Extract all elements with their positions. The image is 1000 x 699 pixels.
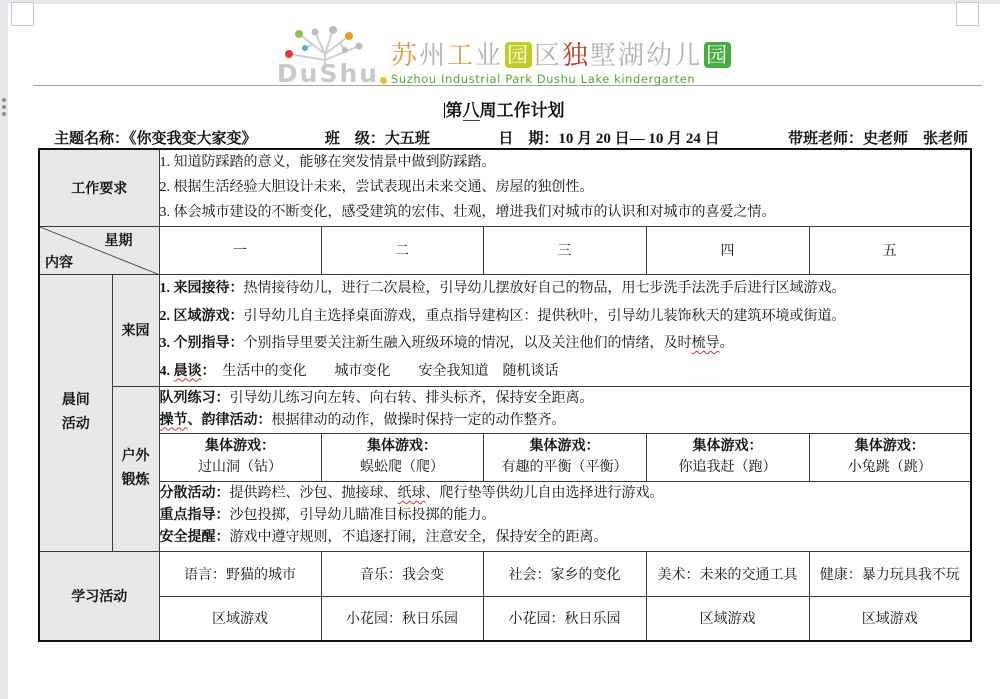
morning-activity-label: 晨间 活动 [39, 274, 112, 551]
document-page [8, 4, 1000, 699]
arrival-item: 1. 来园接待：热情接待幼儿，进行二次晨检，引导幼儿摆放好自己的物品，用七步洗手法洗手后进行区域游戏。 [159, 281, 846, 296]
logo-tree [275, 28, 385, 86]
org-name-char: 州 [418, 41, 447, 72]
outdoor-item: 重点指导：沙包投掷，引导幼儿瞄准目标投掷的能力。 [159, 508, 496, 523]
org-name-char: 湖 [618, 41, 647, 72]
day-header: 二 [321, 226, 483, 274]
brand-dot-icon [380, 77, 387, 84]
arrival-cell [159, 274, 971, 386]
plan-info-row [8, 124, 1000, 151]
org-name-chinese [391, 42, 733, 71]
page-title: 第八周工作计划 [445, 101, 565, 120]
org-name-english: Suzhou Industrial Park Dushu Lake kindergarten [390, 72, 696, 86]
weekly-plan-table [38, 148, 972, 642]
work-requirement-line: 2. 根据生活经验大胆设计未来，尝试表现出未来交通、房屋的独创性。 [159, 180, 594, 196]
class-field: 班 级：大五班 [324, 131, 430, 147]
group-game-cell: 集体游戏： 你追我赶（跑） [646, 433, 809, 481]
work-requirement-line: 3. 体会城市建设的不断变化，感受建筑的宏伟、壮观，增进我们对城市的认识和对城市的喜爱之情。 [159, 205, 776, 221]
learning-activity-label: 学习活动 [39, 551, 159, 641]
date-field: 日 期：10 月 20 日— 10 月 24 日 [498, 131, 720, 147]
group-game-cell: 集体游戏： 有趣的平衡（平衡） [483, 433, 646, 481]
table-row [39, 386, 971, 433]
content-label: 内容 [45, 255, 73, 271]
page-corner-mark [11, 2, 34, 26]
brand-wordmark: DuShu [276, 59, 380, 88]
org-name-char: 儿 [674, 41, 703, 72]
outdoor-bottom-cell [159, 481, 971, 551]
learning-cell: 小花园：秋日乐园 [483, 596, 646, 641]
learning-cell: 音乐：我会变 [321, 551, 483, 596]
org-name-char: 业 [474, 41, 503, 72]
outdoor-item: 分散活动：提供跨栏、沙包、抛接球、纸球、爬行垫等供幼儿自由选择进行游戏。 [159, 486, 664, 501]
week-label: 星期 [104, 233, 133, 249]
org-name-char: 区 [533, 41, 562, 72]
page-corner-mark [956, 2, 979, 26]
org-name-char: 墅 [590, 41, 619, 72]
learning-cell: 美术：未来的交通工具 [646, 551, 809, 596]
theme-field: 主题名称：《你变我变大家变》 [54, 131, 257, 147]
table-row [39, 149, 971, 226]
org-name-char: 苏 [390, 41, 419, 72]
learning-cell: 区域游戏 [159, 596, 321, 641]
table-row [39, 551, 971, 596]
group-game-cell: 集体游戏： 蜈蚣爬（爬） [321, 433, 483, 481]
learning-cell: 社会：家乡的变化 [483, 551, 646, 596]
learning-cell: 小花园：秋日乐园 [321, 596, 483, 641]
org-name-char: 工 [446, 41, 475, 72]
work-requirements-label: 工作要求 [39, 149, 159, 226]
learning-cell: 区域游戏 [646, 596, 809, 641]
table-row [39, 481, 971, 551]
group-game-cell: 集体游戏： 过山洞（钻） [159, 433, 321, 481]
arrival-item: 4. 晨谈： 生活中的变化 城市变化 安全我知道 随机谈话 [159, 363, 559, 379]
day-header: 三 [483, 226, 646, 274]
panel-drag-handle[interactable] [1, 95, 7, 119]
org-name-char: 园 [506, 43, 530, 68]
outdoor-item: 队列练习：引导幼儿练习向左转、向右转、排头标齐，保持安全距离。 [159, 390, 594, 406]
arrival-label: 来园 [112, 274, 159, 386]
work-requirement-line: 1. 知道防踩踏的意义，能够在突发情景中做到防踩踏。 [159, 155, 496, 171]
outdoor-item: 操节、韵律活动：根据律动的动作，做操时保持一定的动作整齐。 [159, 412, 566, 428]
arrival-item: 2. 区域游戏：引导幼儿自主选择桌面游戏，重点指导建构区：提供秋叶，引导幼儿装饰秋天的建筑环境或街道。 [159, 308, 846, 324]
table-row [39, 226, 971, 274]
org-name-char: 园 [706, 43, 730, 68]
table-row [39, 433, 971, 481]
work-requirements-cell [159, 149, 971, 226]
day-header: 五 [809, 226, 971, 274]
day-header: 四 [646, 226, 809, 274]
week-content-diagonal-cell [39, 226, 159, 274]
learning-cell: 区域游戏 [809, 596, 971, 641]
table-row [39, 596, 971, 641]
org-name-char: 幼 [646, 41, 675, 72]
day-header: 一 [159, 226, 321, 274]
kindergarten-logo [8, 28, 1000, 86]
arrival-item: 3. 个别指导：个别指导里要关注新生融入班级环境的情况，以及关注他们的情绪，及时梳导。 [159, 336, 734, 351]
outdoor-exercise-label: 户外 锻炼 [112, 386, 159, 551]
group-game-cell: 集体游戏： 小兔跳（跳） [809, 433, 971, 481]
outdoor-item: 安全提醒：游戏中遵守规则，不追逐打闹，注意安全，保持安全的距离。 [159, 530, 608, 545]
teacher-field: 带班老师：史老师 张老师 [787, 131, 968, 147]
text-cursor [444, 103, 445, 118]
learning-cell: 语言：野猫的城市 [159, 551, 321, 596]
learning-cell: 健康：暴力玩具我不玩 [809, 551, 971, 596]
table-row [39, 274, 971, 386]
org-name-char: 独 [562, 41, 591, 72]
outdoor-top-cell [159, 386, 971, 433]
